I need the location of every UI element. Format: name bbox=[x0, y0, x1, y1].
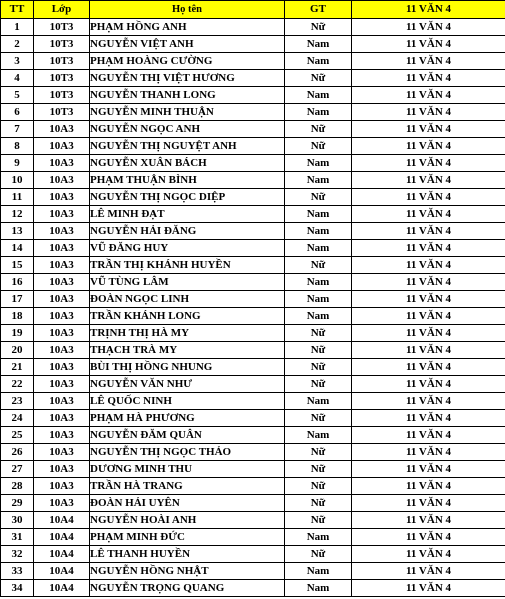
cell-ho-ten[interactable]: NGUYỄN ĐĂM QUÂN bbox=[90, 427, 285, 444]
table-row bbox=[1, 104, 505, 121]
cell-tt[interactable]: 13 bbox=[1, 223, 34, 240]
cell-ho-ten[interactable]: NGUYỄN HOÀI ANH bbox=[90, 512, 285, 529]
cell-lop-moi[interactable]: 11 VĂN 4 bbox=[352, 580, 505, 597]
cell-ho-ten[interactable]: NGUYỄN THANH LONG bbox=[90, 87, 285, 104]
cell-lop-moi[interactable]: 11 VĂN 4 bbox=[352, 342, 505, 359]
table-row bbox=[1, 342, 505, 359]
cell-tt[interactable]: 15 bbox=[1, 257, 34, 274]
cell-lop[interactable]: 10A3 bbox=[34, 342, 90, 359]
cell-lop-moi[interactable]: 11 VĂN 4 bbox=[352, 257, 505, 274]
cell-lop-moi[interactable]: 11 VĂN 4 bbox=[352, 478, 505, 495]
header-row bbox=[1, 1, 505, 19]
cell-lop-moi[interactable]: 11 VĂN 4 bbox=[352, 444, 505, 461]
cell-lop[interactable]: 10A3 bbox=[34, 495, 90, 512]
cell-ho-ten[interactable]: TRẦN KHÁNH LONG bbox=[90, 308, 285, 325]
cell-ho-ten[interactable]: PHẠM MINH ĐỨC bbox=[90, 529, 285, 546]
table-row bbox=[1, 512, 505, 529]
cell-tt[interactable]: 31 bbox=[1, 529, 34, 546]
table-row bbox=[1, 478, 505, 495]
cell-lop-moi[interactable]: 11 VĂN 4 bbox=[352, 104, 505, 121]
table-row bbox=[1, 121, 505, 138]
cell-tt[interactable]: 11 bbox=[1, 189, 34, 206]
cell-ho-ten[interactable]: VŨ ĐĂNG HUY bbox=[90, 240, 285, 257]
cell-ho-ten[interactable]: LÊ MINH ĐẠT bbox=[90, 206, 285, 223]
table-row bbox=[1, 461, 505, 478]
cell-lop-moi[interactable]: 11 VĂN 4 bbox=[352, 376, 505, 393]
cell-lop-moi[interactable]: 11 VĂN 4 bbox=[352, 70, 505, 87]
cell-tt[interactable]: 8 bbox=[1, 138, 34, 155]
header-lop[interactable]: Lớp bbox=[34, 1, 90, 19]
cell-lop[interactable]: 10A3 bbox=[34, 223, 90, 240]
cell-lop[interactable]: 10A3 bbox=[34, 206, 90, 223]
table-row bbox=[1, 172, 505, 189]
cell-gt[interactable]: Nữ bbox=[285, 478, 352, 495]
cell-gt[interactable]: Nữ bbox=[285, 189, 352, 206]
table-header bbox=[1, 1, 505, 19]
cell-ho-ten[interactable]: DƯƠNG MINH THU bbox=[90, 461, 285, 478]
cell-lop-moi[interactable]: 11 VĂN 4 bbox=[352, 87, 505, 104]
cell-tt[interactable]: 10 bbox=[1, 172, 34, 189]
cell-ho-ten[interactable]: TRẦN THỊ KHÁNH HUYỀN bbox=[90, 257, 285, 274]
cell-tt[interactable]: 9 bbox=[1, 155, 34, 172]
table-row bbox=[1, 70, 505, 87]
cell-ho-ten[interactable]: NGUYỄN HỒNG NHẬT bbox=[90, 563, 285, 580]
cell-gt[interactable]: Nữ bbox=[285, 444, 352, 461]
cell-lop[interactable]: 10A4 bbox=[34, 529, 90, 546]
cell-lop[interactable]: 10A4 bbox=[34, 580, 90, 597]
cell-gt[interactable]: Nam bbox=[285, 308, 352, 325]
cell-lop-moi[interactable]: 11 VĂN 4 bbox=[352, 427, 505, 444]
table-row bbox=[1, 240, 505, 257]
cell-gt[interactable]: Nữ bbox=[285, 19, 352, 36]
cell-gt[interactable]: Nam bbox=[285, 291, 352, 308]
table-row bbox=[1, 393, 505, 410]
cell-tt[interactable]: 32 bbox=[1, 546, 34, 563]
table-row bbox=[1, 274, 505, 291]
cell-gt[interactable]: Nam bbox=[285, 529, 352, 546]
cell-tt[interactable]: 14 bbox=[1, 240, 34, 257]
table-row bbox=[1, 376, 505, 393]
cell-tt[interactable]: 7 bbox=[1, 121, 34, 138]
cell-lop[interactable]: 10A3 bbox=[34, 189, 90, 206]
cell-ho-ten[interactable]: TRẦN HÀ TRANG bbox=[90, 478, 285, 495]
table-row bbox=[1, 53, 505, 70]
table-row bbox=[1, 529, 505, 546]
cell-tt[interactable]: 22 bbox=[1, 376, 34, 393]
cell-lop[interactable]: 10T3 bbox=[34, 104, 90, 121]
table-row bbox=[1, 155, 505, 172]
cell-gt[interactable]: Nữ bbox=[285, 325, 352, 342]
cell-gt[interactable]: Nữ bbox=[285, 121, 352, 138]
cell-gt[interactable]: Nam bbox=[285, 36, 352, 53]
cell-gt[interactable]: Nam bbox=[285, 172, 352, 189]
cell-ho-ten[interactable]: PHẠM HOÀNG CƯỜNG bbox=[90, 53, 285, 70]
cell-lop-moi[interactable]: 11 VĂN 4 bbox=[352, 138, 505, 155]
cell-tt[interactable]: 4 bbox=[1, 70, 34, 87]
cell-gt[interactable]: Nữ bbox=[285, 495, 352, 512]
cell-ho-ten[interactable]: NGUYỄN NGỌC ANH bbox=[90, 121, 285, 138]
cell-lop[interactable]: 10A3 bbox=[34, 121, 90, 138]
cell-gt[interactable]: Nam bbox=[285, 240, 352, 257]
cell-tt[interactable]: 16 bbox=[1, 274, 34, 291]
table-row bbox=[1, 495, 505, 512]
table-row bbox=[1, 444, 505, 461]
cell-lop-moi[interactable]: 11 VĂN 4 bbox=[352, 529, 505, 546]
cell-lop-moi[interactable]: 11 VĂN 4 bbox=[352, 546, 505, 563]
cell-tt[interactable]: 2 bbox=[1, 36, 34, 53]
header-lop-moi[interactable]: 11 VĂN 4 bbox=[352, 1, 505, 19]
cell-lop-moi[interactable]: 11 VĂN 4 bbox=[352, 36, 505, 53]
cell-gt[interactable]: Nam bbox=[285, 393, 352, 410]
cell-tt[interactable]: 25 bbox=[1, 427, 34, 444]
cell-lop-moi[interactable]: 11 VĂN 4 bbox=[352, 240, 505, 257]
cell-lop[interactable]: 10A3 bbox=[34, 393, 90, 410]
cell-tt[interactable]: 24 bbox=[1, 410, 34, 427]
table-row bbox=[1, 19, 505, 36]
cell-gt[interactable]: Nữ bbox=[285, 376, 352, 393]
table-row bbox=[1, 410, 505, 427]
cell-tt[interactable]: 34 bbox=[1, 580, 34, 597]
cell-ho-ten[interactable]: NGUYỄN TRỌNG QUANG bbox=[90, 580, 285, 597]
table-row bbox=[1, 427, 505, 444]
table-row bbox=[1, 580, 505, 597]
cell-lop-moi[interactable]: 11 VĂN 4 bbox=[352, 461, 505, 478]
cell-lop-moi[interactable]: 11 VĂN 4 bbox=[352, 512, 505, 529]
table-row bbox=[1, 87, 505, 104]
cell-tt[interactable]: 21 bbox=[1, 359, 34, 376]
cell-gt[interactable]: Nữ bbox=[285, 257, 352, 274]
cell-lop[interactable]: 10A3 bbox=[34, 376, 90, 393]
cell-gt[interactable]: Nữ bbox=[285, 359, 352, 376]
cell-tt[interactable]: 27 bbox=[1, 461, 34, 478]
cell-lop[interactable]: 10A3 bbox=[34, 274, 90, 291]
table-row bbox=[1, 563, 505, 580]
table-row bbox=[1, 189, 505, 206]
cell-ho-ten[interactable]: PHẠM HỒNG ANH bbox=[90, 19, 285, 36]
cell-ho-ten[interactable]: ĐOÀN NGỌC LINH bbox=[90, 291, 285, 308]
cell-tt[interactable]: 6 bbox=[1, 104, 34, 121]
cell-lop-moi[interactable]: 11 VĂN 4 bbox=[352, 53, 505, 70]
cell-ho-ten[interactable]: NGUYỄN VIỆT ANH bbox=[90, 36, 285, 53]
cell-ho-ten[interactable]: NGUYỄN XUÂN BÁCH bbox=[90, 155, 285, 172]
cell-lop[interactable]: 10A3 bbox=[34, 359, 90, 376]
cell-lop[interactable]: 10T3 bbox=[34, 53, 90, 70]
cell-ho-ten[interactable]: NGUYỄN THỊ NGỌC THẢO bbox=[90, 444, 285, 461]
cell-tt[interactable]: 29 bbox=[1, 495, 34, 512]
cell-ho-ten[interactable]: NGUYỄN THỊ NGUYỆT ANH bbox=[90, 138, 285, 155]
cell-ho-ten[interactable]: BÙI THỊ HỒNG NHUNG bbox=[90, 359, 285, 376]
cell-tt[interactable]: 12 bbox=[1, 206, 34, 223]
cell-tt[interactable]: 23 bbox=[1, 393, 34, 410]
cell-lop[interactable]: 10A3 bbox=[34, 427, 90, 444]
cell-tt[interactable]: 18 bbox=[1, 308, 34, 325]
cell-tt[interactable]: 17 bbox=[1, 291, 34, 308]
cell-lop[interactable]: 10T3 bbox=[34, 19, 90, 36]
cell-ho-ten[interactable]: ĐOÀN HẢI UYÊN bbox=[90, 495, 285, 512]
cell-gt[interactable]: Nữ bbox=[285, 512, 352, 529]
cell-ho-ten[interactable]: NGUYỄN MINH THUẬN bbox=[90, 104, 285, 121]
cell-lop[interactable]: 10A3 bbox=[34, 478, 90, 495]
cell-lop[interactable]: 10A4 bbox=[34, 546, 90, 563]
table-row bbox=[1, 546, 505, 563]
cell-gt[interactable]: Nam bbox=[285, 274, 352, 291]
header-tt[interactable]: TT bbox=[1, 1, 34, 19]
table-row bbox=[1, 206, 505, 223]
cell-lop[interactable]: 10A3 bbox=[34, 325, 90, 342]
cell-lop-moi[interactable]: 11 VĂN 4 bbox=[352, 121, 505, 138]
header-ho-ten[interactable]: Họ tên bbox=[90, 1, 285, 19]
cell-ho-ten[interactable]: NGUYỄN HẢI ĐĂNG bbox=[90, 223, 285, 240]
cell-lop-moi[interactable]: 11 VĂN 4 bbox=[352, 291, 505, 308]
cell-lop-moi[interactable]: 11 VĂN 4 bbox=[352, 308, 505, 325]
cell-lop[interactable]: 10A3 bbox=[34, 257, 90, 274]
cell-gt[interactable]: Nữ bbox=[285, 138, 352, 155]
cell-tt[interactable]: 30 bbox=[1, 512, 34, 529]
cell-gt[interactable]: Nữ bbox=[285, 342, 352, 359]
cell-lop[interactable]: 10A4 bbox=[34, 563, 90, 580]
cell-gt[interactable]: Nam bbox=[285, 223, 352, 240]
cell-ho-ten[interactable]: NGUYỄN THỊ VIỆT HƯƠNG bbox=[90, 70, 285, 87]
cell-ho-ten[interactable]: LÊ THANH HUYỀN bbox=[90, 546, 285, 563]
cell-lop-moi[interactable]: 11 VĂN 4 bbox=[352, 172, 505, 189]
table-row bbox=[1, 291, 505, 308]
cell-tt[interactable]: 33 bbox=[1, 563, 34, 580]
cell-lop-moi[interactable]: 11 VĂN 4 bbox=[352, 393, 505, 410]
cell-lop-moi[interactable]: 11 VĂN 4 bbox=[352, 206, 505, 223]
cell-lop-moi[interactable]: 11 VĂN 4 bbox=[352, 563, 505, 580]
cell-lop[interactable]: 10A3 bbox=[34, 461, 90, 478]
cell-gt[interactable]: Nam bbox=[285, 53, 352, 70]
cell-ho-ten[interactable]: PHẠM THUẬN BÌNH bbox=[90, 172, 285, 189]
cell-lop[interactable]: 10A3 bbox=[34, 410, 90, 427]
cell-lop-moi[interactable]: 11 VĂN 4 bbox=[352, 410, 505, 427]
cell-lop[interactable]: 10A3 bbox=[34, 138, 90, 155]
cell-lop-moi[interactable]: 11 VĂN 4 bbox=[352, 325, 505, 342]
table-body bbox=[1, 19, 505, 597]
cell-gt[interactable]: Nam bbox=[285, 87, 352, 104]
cell-lop-moi[interactable]: 11 VĂN 4 bbox=[352, 189, 505, 206]
cell-ho-ten[interactable]: VŨ TÙNG LÂM bbox=[90, 274, 285, 291]
cell-lop[interactable]: 10A3 bbox=[34, 308, 90, 325]
cell-gt[interactable]: Nữ bbox=[285, 70, 352, 87]
cell-ho-ten[interactable]: PHẠM HÀ PHƯƠNG bbox=[90, 410, 285, 427]
cell-gt[interactable]: Nữ bbox=[285, 410, 352, 427]
cell-lop-moi[interactable]: 11 VĂN 4 bbox=[352, 359, 505, 376]
table-row bbox=[1, 223, 505, 240]
cell-tt[interactable]: 28 bbox=[1, 478, 34, 495]
cell-ho-ten[interactable]: THẠCH TRÀ MY bbox=[90, 342, 285, 359]
cell-tt[interactable]: 26 bbox=[1, 444, 34, 461]
cell-tt[interactable]: 1 bbox=[1, 19, 34, 36]
cell-lop[interactable]: 10A3 bbox=[34, 172, 90, 189]
cell-lop-moi[interactable]: 11 VĂN 4 bbox=[352, 274, 505, 291]
cell-lop-moi[interactable]: 11 VĂN 4 bbox=[352, 495, 505, 512]
cell-gt[interactable]: Nữ bbox=[285, 546, 352, 563]
header-gt[interactable]: GT bbox=[285, 1, 352, 19]
cell-tt[interactable]: 19 bbox=[1, 325, 34, 342]
cell-gt[interactable]: Nam bbox=[285, 104, 352, 121]
cell-gt[interactable]: Nam bbox=[285, 206, 352, 223]
cell-lop[interactable]: 10T3 bbox=[34, 70, 90, 87]
cell-lop[interactable]: 10A3 bbox=[34, 444, 90, 461]
cell-lop[interactable]: 10A4 bbox=[34, 512, 90, 529]
table-row bbox=[1, 359, 505, 376]
cell-lop[interactable]: 10A3 bbox=[34, 155, 90, 172]
cell-gt[interactable]: Nam bbox=[285, 563, 352, 580]
cell-lop[interactable]: 10T3 bbox=[34, 87, 90, 104]
cell-ho-ten[interactable]: NGUYỄN THỊ NGỌC DIỆP bbox=[90, 189, 285, 206]
cell-gt[interactable]: Nữ bbox=[285, 461, 352, 478]
cell-ho-ten[interactable]: NGUYỄN VĂN NHƯ bbox=[90, 376, 285, 393]
cell-ho-ten[interactable]: TRỊNH THỊ HÀ MY bbox=[90, 325, 285, 342]
table-row bbox=[1, 325, 505, 342]
cell-lop-moi[interactable]: 11 VĂN 4 bbox=[352, 155, 505, 172]
cell-lop-moi[interactable]: 11 VĂN 4 bbox=[352, 19, 505, 36]
cell-lop[interactable]: 10T3 bbox=[34, 36, 90, 53]
cell-tt[interactable]: 3 bbox=[1, 53, 34, 70]
cell-tt[interactable]: 20 bbox=[1, 342, 34, 359]
table-row bbox=[1, 308, 505, 325]
cell-lop[interactable]: 10A3 bbox=[34, 291, 90, 308]
cell-gt[interactable]: Nam bbox=[285, 427, 352, 444]
table-row bbox=[1, 138, 505, 155]
cell-ho-ten[interactable]: LÊ QUỐC NINH bbox=[90, 393, 285, 410]
table-row bbox=[1, 257, 505, 274]
cell-lop-moi[interactable]: 11 VĂN 4 bbox=[352, 223, 505, 240]
cell-tt[interactable]: 5 bbox=[1, 87, 34, 104]
table-row bbox=[1, 36, 505, 53]
cell-gt[interactable]: Nam bbox=[285, 580, 352, 597]
cell-lop[interactable]: 10A3 bbox=[34, 240, 90, 257]
cell-gt[interactable]: Nam bbox=[285, 155, 352, 172]
